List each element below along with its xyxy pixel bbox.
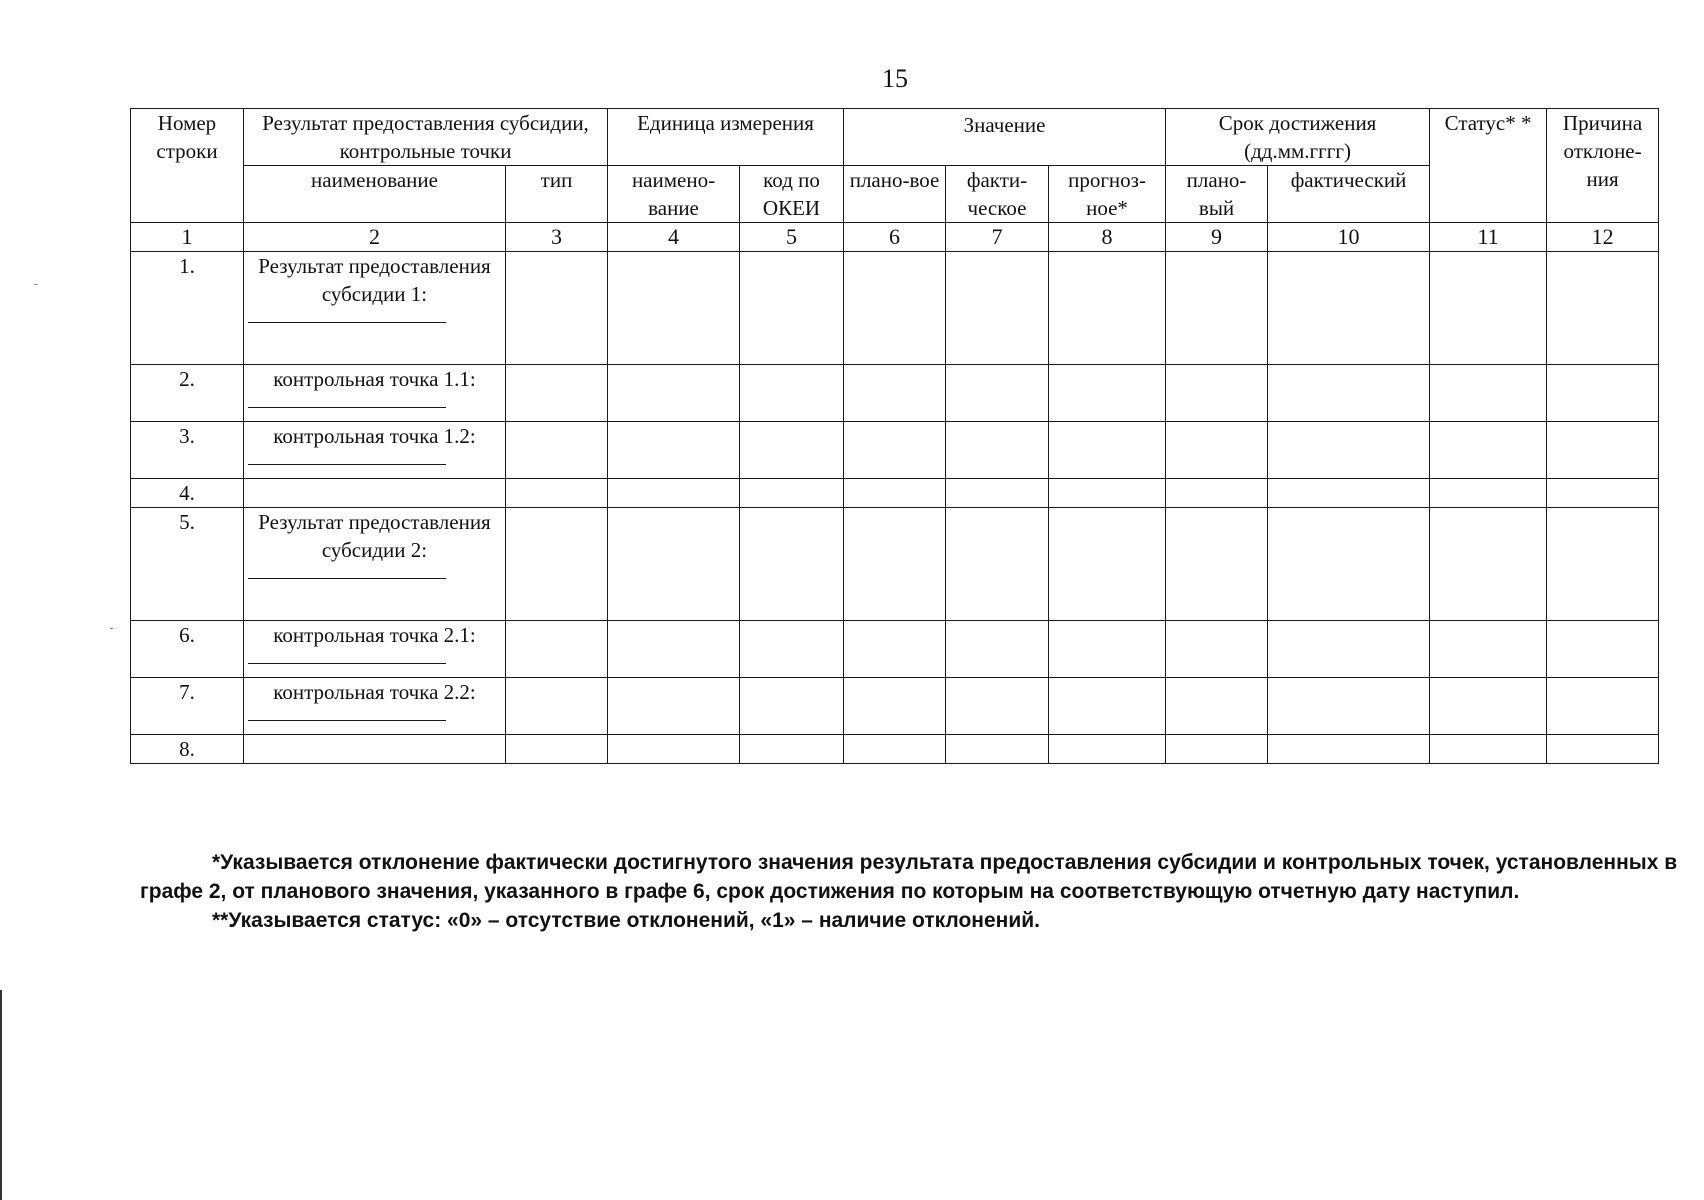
cell-value-fact bbox=[946, 678, 1049, 735]
cell-reason bbox=[1547, 508, 1659, 621]
cell-value-plan bbox=[844, 621, 946, 678]
cell-deadline-plan bbox=[1166, 735, 1268, 764]
row-label-cell bbox=[244, 365, 506, 422]
row-number: 5. bbox=[131, 508, 244, 621]
table-header bbox=[131, 109, 1659, 223]
row-label: контрольная точка 1.2: bbox=[273, 424, 476, 448]
table-row bbox=[131, 365, 1659, 422]
header-value-plan: плано-вое bbox=[844, 166, 946, 223]
header-status: Статус* * bbox=[1430, 109, 1547, 223]
column-number: 11 bbox=[1430, 223, 1547, 252]
cell-okei bbox=[740, 479, 844, 508]
header-deadline-fact: фактический bbox=[1268, 166, 1430, 223]
row-number: 7. bbox=[131, 678, 244, 735]
header-reason: Причина отклоне-ния bbox=[1547, 109, 1659, 223]
row-number: 1. bbox=[131, 252, 244, 365]
cell-value-forecast bbox=[1049, 735, 1166, 764]
cell-value-forecast bbox=[1049, 479, 1166, 508]
cell-reason bbox=[1547, 735, 1659, 764]
cell-deadline-fact bbox=[1268, 479, 1430, 508]
row-number: 4. bbox=[131, 479, 244, 508]
row-number: 8. bbox=[131, 735, 244, 764]
column-number: 5 bbox=[740, 223, 844, 252]
scan-edge-line bbox=[0, 990, 2, 1200]
cell-deadline-plan bbox=[1166, 508, 1268, 621]
column-number: 9 bbox=[1166, 223, 1268, 252]
cell-value-forecast bbox=[1049, 621, 1166, 678]
cell-deadline-fact bbox=[1268, 252, 1430, 365]
cell-deadline-fact bbox=[1268, 365, 1430, 422]
row-label: контрольная точка 2.2: bbox=[273, 680, 476, 704]
cell-value-fact bbox=[946, 621, 1049, 678]
column-number: 12 bbox=[1547, 223, 1659, 252]
table-row bbox=[131, 508, 1659, 621]
cell-value-plan bbox=[844, 735, 946, 764]
cell-type bbox=[506, 735, 608, 764]
column-number: 6 bbox=[844, 223, 946, 252]
cell-reason bbox=[1547, 365, 1659, 422]
table-row bbox=[131, 479, 1659, 508]
header-row-no: Номер строки bbox=[131, 109, 244, 223]
cell-status bbox=[1430, 252, 1547, 365]
cell-type bbox=[506, 422, 608, 479]
column-number: 7 bbox=[946, 223, 1049, 252]
row-label: Результат предоставления субсидии 2: bbox=[258, 510, 491, 562]
row-label: контрольная точка 2.1: bbox=[273, 623, 476, 647]
cell-deadline-fact bbox=[1268, 508, 1430, 621]
column-number: 3 bbox=[506, 223, 608, 252]
cell-value-fact bbox=[946, 508, 1049, 621]
cell-okei bbox=[740, 422, 844, 479]
table-row bbox=[131, 735, 1659, 764]
cell-okei bbox=[740, 678, 844, 735]
cell-unit-name bbox=[608, 621, 740, 678]
scan-mark bbox=[34, 284, 37, 285]
cell-value-forecast bbox=[1049, 365, 1166, 422]
row-label-cell bbox=[244, 422, 506, 479]
cell-value-fact bbox=[946, 365, 1049, 422]
cell-value-plan bbox=[844, 422, 946, 479]
subsidy-report-table bbox=[130, 108, 1659, 764]
cell-value-fact bbox=[946, 252, 1049, 365]
row-label-cell bbox=[244, 252, 506, 365]
cell-deadline-plan bbox=[1166, 422, 1268, 479]
fill-in-line bbox=[248, 649, 446, 664]
cell-value-plan bbox=[844, 365, 946, 422]
footnote-status: **Указывается статус: «0» – отсутствие отклонений, «1» – наличие отклонений. bbox=[212, 909, 1040, 932]
cell-deadline-plan bbox=[1166, 252, 1268, 365]
cell-unit-name bbox=[608, 252, 740, 365]
cell-okei bbox=[740, 735, 844, 764]
table-row bbox=[131, 422, 1659, 479]
column-number: 4 bbox=[608, 223, 740, 252]
row-label-cell bbox=[244, 479, 506, 508]
cell-unit-name bbox=[608, 479, 740, 508]
row-label-cell bbox=[244, 678, 506, 735]
cell-status bbox=[1430, 735, 1547, 764]
cell-value-forecast bbox=[1049, 508, 1166, 621]
cell-deadline-fact bbox=[1268, 678, 1430, 735]
cell-unit-name bbox=[608, 678, 740, 735]
column-numbers-row bbox=[131, 223, 1659, 252]
cell-reason bbox=[1547, 252, 1659, 365]
row-number: 3. bbox=[131, 422, 244, 479]
cell-deadline-plan bbox=[1166, 621, 1268, 678]
header-deadline-plan: плано-вый bbox=[1166, 166, 1268, 223]
table-row bbox=[131, 678, 1659, 735]
footnote-deviation: *Указывается отклонение фактически достигнутого значения результата предоставления субсидии и контрольных точек, установленных в графе 2, от планового значения, указанного в графе 6, срок достижения по которым на соответствующую отчетную дату наступил. bbox=[140, 851, 1678, 903]
cell-value-forecast bbox=[1049, 252, 1166, 365]
header-result-type: тип bbox=[506, 166, 608, 223]
cell-unit-name bbox=[608, 508, 740, 621]
cell-value-fact bbox=[946, 735, 1049, 764]
table-body bbox=[131, 223, 1659, 764]
table-row bbox=[131, 621, 1659, 678]
fill-in-line bbox=[248, 564, 446, 579]
row-label-cell bbox=[244, 508, 506, 621]
row-number: 6. bbox=[131, 621, 244, 678]
row-number: 2. bbox=[131, 365, 244, 422]
fill-in-line bbox=[248, 308, 446, 323]
cell-value-forecast bbox=[1049, 678, 1166, 735]
table-row bbox=[131, 252, 1659, 365]
row-label: контрольная точка 1.1: bbox=[273, 367, 476, 391]
cell-type bbox=[506, 678, 608, 735]
header-result: Результат предоставления субсидии, контрольные точки bbox=[244, 109, 608, 166]
page-number: 15 bbox=[882, 64, 908, 93]
cell-deadline-fact bbox=[1268, 735, 1430, 764]
cell-type bbox=[506, 508, 608, 621]
scan-mark bbox=[110, 628, 113, 629]
cell-okei bbox=[740, 252, 844, 365]
header-unit-okei: код по ОКЕИ bbox=[740, 166, 844, 223]
footnotes bbox=[140, 848, 1700, 935]
cell-type bbox=[506, 252, 608, 365]
fill-in-line bbox=[248, 393, 446, 408]
cell-status bbox=[1430, 508, 1547, 621]
cell-value-plan bbox=[844, 252, 946, 365]
header-deadline: Срок достижения (дд.мм.гггг) bbox=[1166, 109, 1430, 166]
cell-value-plan bbox=[844, 678, 946, 735]
row-label-cell bbox=[244, 735, 506, 764]
cell-okei bbox=[740, 508, 844, 621]
cell-reason bbox=[1547, 621, 1659, 678]
cell-okei bbox=[740, 621, 844, 678]
cell-deadline-fact bbox=[1268, 422, 1430, 479]
cell-deadline-plan bbox=[1166, 479, 1268, 508]
cell-reason bbox=[1547, 479, 1659, 508]
cell-unit-name bbox=[608, 422, 740, 479]
row-label-cell bbox=[244, 621, 506, 678]
header-value-forecast: прогноз-ное* bbox=[1049, 166, 1166, 223]
cell-okei bbox=[740, 365, 844, 422]
cell-value-fact bbox=[946, 422, 1049, 479]
cell-reason bbox=[1547, 678, 1659, 735]
cell-unit-name bbox=[608, 365, 740, 422]
cell-deadline-plan bbox=[1166, 365, 1268, 422]
fill-in-line bbox=[248, 706, 446, 721]
cell-deadline-plan bbox=[1166, 678, 1268, 735]
header-value-fact: факти-ческое bbox=[946, 166, 1049, 223]
fill-in-line bbox=[248, 450, 446, 465]
cell-status bbox=[1430, 365, 1547, 422]
cell-value-forecast bbox=[1049, 422, 1166, 479]
header-unit-name: наимено-вание bbox=[608, 166, 740, 223]
column-number: 2 bbox=[244, 223, 506, 252]
cell-status bbox=[1430, 621, 1547, 678]
column-number: 1 bbox=[131, 223, 244, 252]
cell-value-fact bbox=[946, 479, 1049, 508]
cell-type bbox=[506, 365, 608, 422]
column-number: 10 bbox=[1268, 223, 1430, 252]
cell-deadline-fact bbox=[1268, 621, 1430, 678]
cell-type bbox=[506, 621, 608, 678]
cell-status bbox=[1430, 479, 1547, 508]
cell-value-plan bbox=[844, 508, 946, 621]
cell-reason bbox=[1547, 422, 1659, 479]
cell-status bbox=[1430, 678, 1547, 735]
column-number: 8 bbox=[1049, 223, 1166, 252]
cell-value-plan bbox=[844, 479, 946, 508]
cell-unit-name bbox=[608, 735, 740, 764]
header-result-name: наименование bbox=[244, 166, 506, 223]
header-unit: Единица измерения bbox=[608, 109, 844, 166]
cell-status bbox=[1430, 422, 1547, 479]
cell-type bbox=[506, 479, 608, 508]
header-value: Значение bbox=[844, 109, 1166, 166]
row-label: Результат предоставления субсидии 1: bbox=[258, 254, 491, 306]
